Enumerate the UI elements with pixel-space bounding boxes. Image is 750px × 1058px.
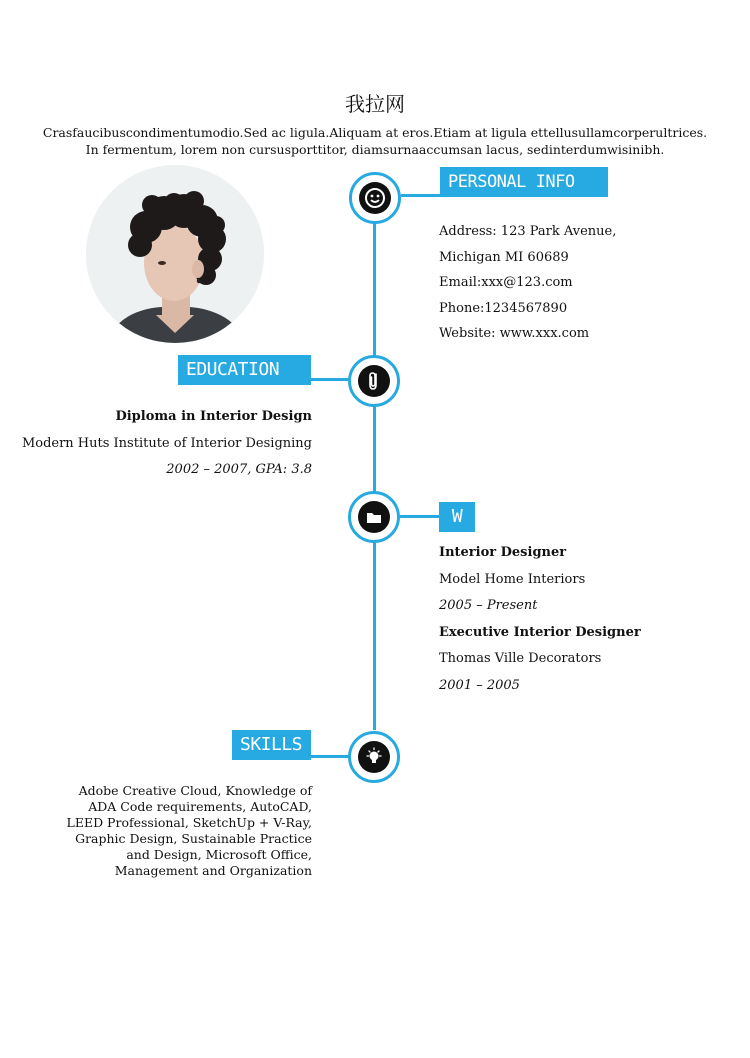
lightbulb-icon bbox=[358, 741, 390, 773]
skills-text: Adobe Creative Cloud, Knowledge of ADA Code requirements, AutoCAD, LEED Professional, SketchUp + V-Ray, Graphic Design, Sustainable Practice and Design, Microsoft Office, Management and Organization bbox=[66, 783, 312, 878]
timeline-line bbox=[373, 220, 376, 730]
skills-connector bbox=[310, 755, 350, 758]
address-line-2: Michigan MI 60689 bbox=[439, 249, 569, 265]
personal-info-heading: PERSONAL INFO bbox=[440, 167, 608, 197]
skills-node bbox=[348, 731, 400, 783]
phone-line: Phone:1234567890 bbox=[439, 300, 568, 316]
job-1-company: Model Home Interiors bbox=[439, 571, 586, 587]
website-line: Website: www.xxx.com bbox=[439, 326, 590, 341]
address-line-1: Address: 123 Park Avenue, bbox=[439, 224, 617, 239]
work-node bbox=[348, 491, 400, 543]
paperclip-icon bbox=[358, 365, 390, 397]
education-school: Modern Huts Institute of Interior Designing bbox=[21, 435, 312, 451]
education-node bbox=[348, 355, 400, 407]
personal-info-details bbox=[439, 219, 616, 347]
intro-line-2: In fermentum, lorem non cursusporttitor, diamsurnaaccumsan lacus, sedinterdumwisinibh. bbox=[85, 142, 665, 157]
intro-line-1: Crasfaucibuscondimentumodio.Sed ac ligula.Aliquam at eros.Etiam at ligula ettellusullamcorperultrices. bbox=[42, 125, 708, 140]
education-details bbox=[22, 404, 312, 484]
resume-name: 我拉网 bbox=[345, 92, 405, 116]
job-1-period: 2005 – Present bbox=[439, 598, 538, 613]
profile-photo bbox=[86, 165, 264, 343]
job-2-role: Executive Interior Designer bbox=[439, 624, 641, 640]
job-1-role: Interior Designer bbox=[439, 545, 567, 560]
intro-text bbox=[40, 124, 710, 158]
skills-heading: SKILLS bbox=[232, 730, 311, 760]
education-heading: EDUCATION bbox=[178, 355, 311, 385]
email-line: Email:xxx@123.com bbox=[439, 275, 573, 290]
work-heading: W bbox=[439, 502, 475, 532]
job-2-company: Thomas Ville Decorators bbox=[439, 651, 602, 666]
education-period: 2002 – 2007, GPA: 3.8 bbox=[166, 462, 312, 477]
smiley-icon bbox=[359, 182, 391, 214]
work-details bbox=[439, 540, 641, 699]
personal-info-node bbox=[349, 172, 401, 224]
job-2-period: 2001 – 2005 bbox=[439, 677, 520, 693]
folder-icon bbox=[358, 501, 390, 533]
personal-info-connector bbox=[401, 194, 441, 197]
portrait-avatar bbox=[86, 165, 264, 343]
education-connector bbox=[310, 378, 350, 381]
education-degree: Diploma in Interior Design bbox=[115, 409, 312, 424]
work-connector bbox=[400, 515, 440, 518]
